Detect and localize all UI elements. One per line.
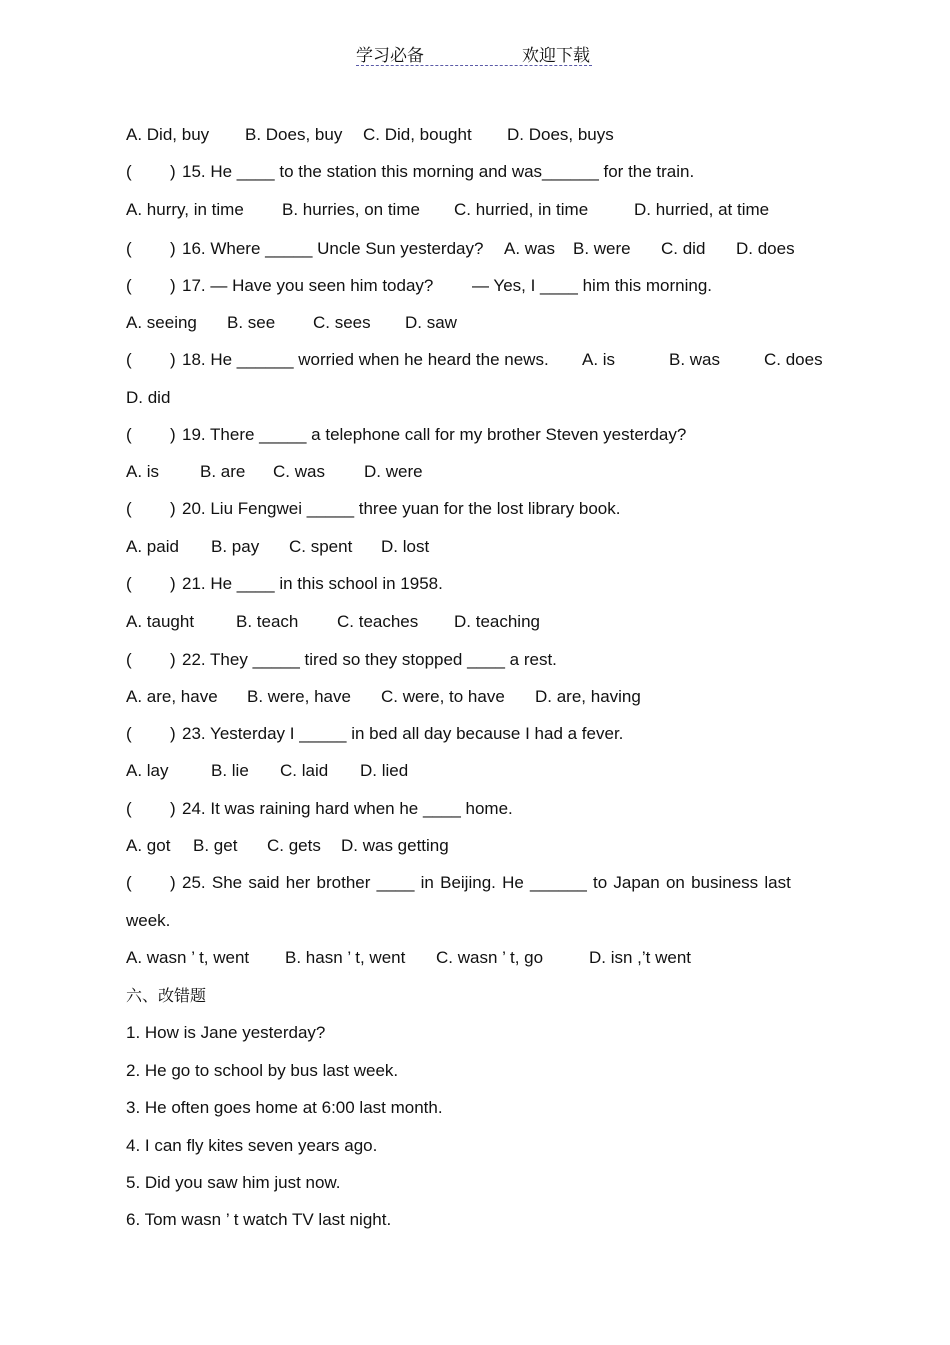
answer-paren-open: ( <box>126 724 132 743</box>
answer-paren-close: ) <box>170 425 176 444</box>
question-text: 23. Yesterday I _____ in bed all day because I had a fever. <box>182 724 624 743</box>
option: B. were <box>573 239 631 258</box>
option: A. is <box>126 462 160 481</box>
option: A. taught <box>126 612 195 631</box>
option: B. teach <box>236 612 299 631</box>
answer-paren-close: ) <box>170 239 176 258</box>
option: B. hurries, on time <box>282 200 420 219</box>
question-text: 24. It was raining hard when he ____ home. <box>182 799 513 818</box>
answer-paren-close: ) <box>170 276 176 295</box>
question-text: 16. Where _____ Uncle Sun yesterday? <box>182 239 484 258</box>
answer-paren-close: ) <box>170 350 176 369</box>
answer-paren-close: ) <box>170 162 176 181</box>
option: D. hurried, at time <box>634 200 770 219</box>
option: A. got <box>126 836 171 855</box>
option: A. paid <box>126 537 179 556</box>
option: A. are, have <box>126 687 218 706</box>
option: B. hasn ’ t, went <box>285 948 406 967</box>
option: C. teaches <box>337 612 419 631</box>
option: B. see <box>227 313 276 332</box>
option: C. Did, bought <box>363 125 472 144</box>
option: C. laid <box>280 761 329 780</box>
correction-item: 2. He go to school by bus last week. <box>126 1061 399 1080</box>
question-text-reply: — Yes, I ____ him this morning. <box>472 276 713 295</box>
option: D. were <box>364 462 423 481</box>
header-left-text: 学习必备 <box>356 46 424 66</box>
option: C. hurried, in time <box>454 200 589 219</box>
option: A. wasn ’ t, went <box>126 948 250 967</box>
correction-item: 3. He often goes home at 6:00 last month. <box>126 1098 443 1117</box>
option: A. Did, buy <box>126 125 210 144</box>
question-text: 21. He ____ in this school in 1958. <box>182 574 443 593</box>
answer-paren-close: ) <box>170 650 176 669</box>
answer-paren-close: ) <box>170 724 176 743</box>
option: C. was <box>273 462 325 481</box>
option: D. are, having <box>535 687 641 706</box>
correction-item: 1. How is Jane yesterday? <box>126 1023 326 1042</box>
correction-item: 5. Did you saw him just now. <box>126 1173 341 1192</box>
option: D. teaching <box>454 612 540 631</box>
answer-paren-open: ( <box>126 425 132 444</box>
header-right-text: 欢迎下载 <box>522 46 590 66</box>
answer-paren-open: ( <box>126 799 132 818</box>
answer-paren-open: ( <box>126 276 132 295</box>
option: A. is <box>582 350 616 369</box>
option: B. Does, buy <box>245 125 343 144</box>
question-text: 17. — Have you seen him today? <box>182 276 434 295</box>
option: D. saw <box>405 313 457 332</box>
answer-paren-close: ) <box>170 499 176 518</box>
answer-paren-close: ) <box>170 873 176 892</box>
option: C. wasn ’ t, go <box>436 948 544 967</box>
question-text: 22. They _____ tired so they stopped ____ a rest. <box>182 650 557 669</box>
option: B. were, have <box>247 687 351 706</box>
answer-paren-open: ( <box>126 499 132 518</box>
option: D. does <box>736 239 795 258</box>
answer-paren-open: ( <box>126 873 132 892</box>
question-text-continued: week. <box>126 911 171 930</box>
option: A. hurry, in time <box>126 200 244 219</box>
option: A. lay <box>126 761 169 780</box>
option: D. lost <box>381 537 430 556</box>
answer-paren-open: ( <box>126 239 132 258</box>
option: C. does <box>764 350 823 369</box>
option: A. was <box>504 239 556 258</box>
question-text: 15. He ____ to the station this morning and was______ for the train. <box>182 162 695 181</box>
option: D. Does, buys <box>507 125 614 144</box>
answer-paren-open: ( <box>126 650 132 669</box>
option: B. lie <box>211 761 249 780</box>
question-text: 18. He ______ worried when he heard the news. <box>182 350 549 369</box>
correction-item: 6. Tom wasn ’ t watch TV last night. <box>126 1210 392 1229</box>
option: D. was getting <box>341 836 449 855</box>
page-header <box>356 41 592 66</box>
option: B. pay <box>211 537 260 556</box>
section-6-title: 六、改错题 <box>126 986 207 1005</box>
option: B. get <box>193 836 238 855</box>
question-text: 20. Liu Fengwei _____ three yuan for the lost library book. <box>182 499 621 518</box>
option: D. lied <box>360 761 409 780</box>
question-text: 25. She said her brother ____ in Beijing. He ______ to Japan on business last <box>182 873 791 892</box>
answer-paren-close: ) <box>170 574 176 593</box>
option: C. were, to have <box>381 687 505 706</box>
option: B. are <box>200 462 246 481</box>
answer-paren-open: ( <box>126 350 132 369</box>
option: D. did <box>126 388 171 407</box>
option: C. sees <box>313 313 371 332</box>
option: A. seeing <box>126 313 197 332</box>
answer-paren-open: ( <box>126 162 132 181</box>
answer-paren-open: ( <box>126 574 132 593</box>
option: C. gets <box>267 836 321 855</box>
option: C. spent <box>289 537 353 556</box>
option: B. was <box>669 350 721 369</box>
correction-item: 4. I can fly kites seven years ago. <box>126 1136 378 1155</box>
option: D. isn ,’t went <box>589 948 692 967</box>
question-text: 19. There _____ a telephone call for my brother Steven yesterday? <box>182 425 687 444</box>
option: C. did <box>661 239 706 258</box>
answer-paren-close: ) <box>170 799 176 818</box>
